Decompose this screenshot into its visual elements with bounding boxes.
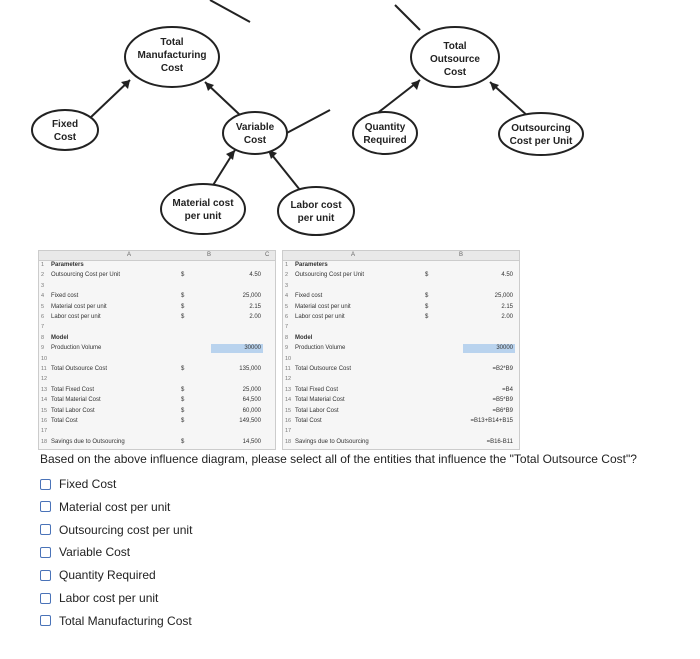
option-label: Fixed Cost — [59, 477, 117, 491]
row-label: Material cost per unit — [51, 303, 107, 310]
row-number: 6 — [41, 314, 45, 320]
option-labor-cost-per-unit[interactable] — [40, 590, 158, 606]
cell-value: 135,000 — [239, 366, 261, 372]
option-label: Total Manufacturing Cost — [59, 613, 192, 628]
label-total-outsource-2: Outsource — [429, 54, 481, 65]
row-number: 9 — [285, 345, 289, 352]
sheet-row — [283, 438, 519, 447]
currency-symbol: $ — [425, 303, 429, 310]
sheet-row — [39, 344, 275, 353]
col-header-b: B — [459, 252, 464, 258]
row-number: 17 — [41, 428, 48, 435]
sheet-row — [39, 417, 275, 426]
sheet-row — [39, 375, 275, 384]
option-material-cost-per-unit[interactable] — [40, 499, 170, 515]
label-outsourcing-1: Outsourcing — [511, 123, 571, 134]
row-number: 4 — [285, 293, 289, 300]
influence-diagram — [0, 0, 700, 250]
sheet-row — [283, 407, 519, 416]
row-number: 18 — [285, 438, 292, 445]
cell-value: =B6*B9 — [492, 407, 513, 414]
label-quantity-1: Quantity — [364, 122, 406, 133]
row-label: Total Fixed Cost — [51, 386, 95, 393]
row-number: 16 — [41, 418, 48, 424]
row-label: Model — [51, 334, 69, 341]
row-label: Parameters — [51, 262, 84, 268]
label-total-outsource-1: Total — [443, 41, 467, 52]
currency-symbol: $ — [181, 438, 185, 445]
currency-symbol: $ — [181, 314, 185, 320]
option-total-manufacturing-cost[interactable] — [40, 613, 192, 629]
sheet-row — [283, 365, 519, 374]
cell-value: =B5*B9 — [492, 397, 513, 404]
cell-value: 14,500 — [242, 438, 261, 445]
sheet-row — [283, 261, 519, 270]
cell-value: =B4 — [502, 386, 513, 393]
sheet-row — [39, 396, 275, 405]
label-labor-2: per unit — [297, 213, 335, 224]
row-number: 1 — [41, 262, 45, 268]
cell-value: 2.15 — [501, 303, 513, 310]
row-label: Outsourcing Cost per Unit — [295, 272, 365, 279]
sheet-row — [283, 355, 519, 364]
row-number: 15 — [285, 407, 292, 414]
label-variable-2: Cost — [243, 135, 267, 146]
row-number: 9 — [41, 345, 45, 352]
row-label: Total Labor Cost — [51, 407, 95, 414]
cell-value: 2.00 — [501, 314, 513, 320]
sheet-row — [283, 427, 519, 436]
row-label: Total Outsource Cost — [295, 366, 352, 372]
row-number: 14 — [41, 397, 48, 404]
col-header-a: A — [351, 252, 356, 258]
row-label: Production Volume — [295, 345, 346, 352]
cell-value: 64,500 — [242, 397, 261, 404]
row-number: 15 — [41, 407, 48, 414]
option-label: Outsourcing cost per unit — [59, 522, 193, 537]
label-labor-1: Labor cost — [290, 200, 342, 211]
row-number: 12 — [41, 376, 48, 383]
row-label: Savings due to Outsourcing — [51, 438, 125, 445]
row-number: 16 — [285, 418, 292, 424]
checkbox[interactable] — [40, 524, 51, 535]
row-number: 7 — [285, 324, 289, 331]
row-label: Model — [295, 334, 313, 341]
currency-symbol: $ — [181, 397, 185, 404]
option-label: Variable Cost — [59, 545, 131, 560]
col-header-c: C — [265, 252, 270, 258]
row-number: 10 — [285, 355, 292, 362]
row-label: Total Cost — [51, 418, 78, 424]
currency-symbol: $ — [425, 272, 429, 279]
row-number: 5 — [285, 303, 289, 310]
sheet-row — [283, 313, 519, 322]
cell-value: 4.50 — [249, 272, 261, 279]
cell-value: 2.15 — [249, 303, 261, 310]
row-label: Total Fixed Cost — [295, 386, 339, 393]
option-label: Material cost per unit — [59, 499, 171, 514]
cell-value: 30000 — [496, 345, 513, 352]
node-quantity-required — [353, 112, 417, 154]
cell-value: =B2*B9 — [492, 366, 513, 372]
row-label: Fixed cost — [295, 293, 323, 300]
option-label: Labor cost per unit — [59, 591, 159, 605]
row-number: 17 — [285, 428, 292, 435]
row-number: 5 — [41, 303, 45, 310]
sheet-row — [39, 261, 275, 270]
spreadsheet-formulas — [282, 250, 520, 450]
row-number: 4 — [41, 293, 45, 300]
row-number: 6 — [285, 314, 289, 320]
row-number: 2 — [285, 272, 289, 279]
cell-value: 25,000 — [242, 386, 261, 393]
checkbox[interactable] — [40, 547, 51, 558]
cell-value: 2.00 — [249, 314, 261, 320]
option-label: Quantity Required — [59, 568, 156, 583]
label-total-manufacturing-3: Cost — [160, 63, 184, 74]
label-quantity-2: Required — [363, 135, 407, 146]
cell-value: =B16-B11 — [486, 438, 513, 445]
currency-symbol: $ — [181, 366, 185, 372]
row-label: Savings due to Outsourcing — [295, 438, 369, 445]
checkbox[interactable] — [40, 615, 51, 626]
row-number: 7 — [41, 324, 45, 331]
row-label: Total Material Cost — [51, 397, 101, 404]
sheet-row — [39, 292, 275, 301]
currency-symbol: $ — [181, 303, 185, 310]
row-label: Total Material Cost — [295, 397, 345, 404]
row-number: 13 — [41, 386, 48, 393]
row-number: 10 — [41, 355, 48, 362]
node-material-cost-per-unit — [161, 184, 245, 234]
row-number: 2 — [41, 272, 45, 279]
row-number: 11 — [285, 366, 291, 372]
currency-symbol: $ — [425, 293, 429, 300]
cell-value: 25,000 — [242, 293, 261, 300]
row-number: 11 — [41, 366, 47, 372]
row-number: 8 — [41, 334, 45, 341]
row-number: 8 — [285, 334, 289, 341]
label-material-1: Material cost — [172, 198, 234, 209]
node-labor-cost-per-unit — [278, 187, 354, 235]
row-number: 1 — [285, 262, 289, 268]
checkbox[interactable] — [40, 501, 51, 512]
row-label: Material cost per unit — [295, 303, 351, 310]
checkbox[interactable] — [40, 570, 51, 581]
node-variable-cost — [223, 112, 287, 154]
col-header-a: A — [127, 252, 132, 258]
label-total-outsource-3: Cost — [443, 67, 467, 78]
label-variable-1: Variable — [235, 122, 275, 133]
row-number: 3 — [285, 282, 289, 289]
sheet-row — [283, 334, 519, 343]
row-label: Parameters — [295, 262, 328, 268]
option-quantity-required[interactable] — [40, 567, 156, 583]
column-header-row — [39, 251, 275, 261]
sheet-row — [39, 427, 275, 436]
label-total-manufacturing-2: Manufacturing — [137, 50, 207, 61]
option-variable-cost[interactable] — [40, 544, 130, 560]
row-label: Total Cost — [295, 418, 322, 424]
sheet-row — [283, 303, 519, 312]
sheet-row — [283, 292, 519, 301]
cell-value: =B13+B14+B15 — [470, 418, 513, 424]
sheet-row — [283, 386, 519, 395]
row-label: Labor cost per unit — [295, 314, 345, 320]
row-number: 18 — [41, 438, 48, 445]
sheet-row — [39, 323, 275, 332]
option-outsourcing-cost-per-unit[interactable] — [40, 522, 192, 538]
cell-value: 30000 — [244, 345, 261, 352]
sheet-row — [283, 344, 519, 353]
row-number: 3 — [41, 282, 45, 289]
cell-value: 25,000 — [494, 293, 513, 300]
question-text: Based on the above influence diagram, please select all of the entities that influence the "Total Outsource Cost"? — [40, 452, 637, 466]
sheet-row — [283, 282, 519, 291]
row-label: Production Volume — [51, 345, 102, 352]
row-number: 13 — [285, 386, 292, 393]
spreadsheet-values — [38, 250, 276, 450]
sheet-row — [283, 375, 519, 384]
column-header-row — [283, 251, 519, 261]
checkbox[interactable] — [40, 593, 51, 604]
row-label: Fixed cost — [51, 293, 79, 300]
node-fixed-cost — [32, 110, 98, 150]
label-fixed-1: Fixed — [51, 119, 79, 130]
currency-symbol: $ — [425, 314, 429, 320]
row-label: Outsourcing Cost per Unit — [51, 272, 121, 279]
sheet-row — [39, 438, 275, 447]
currency-symbol: $ — [181, 407, 185, 414]
node-outsourcing-cost-per-unit — [499, 113, 583, 155]
cell-value: 60,000 — [242, 407, 261, 414]
cell-value: 149,500 — [239, 418, 261, 424]
sheet-row — [39, 282, 275, 291]
checkbox[interactable] — [40, 479, 51, 490]
sheet-row — [39, 386, 275, 395]
row-label: Labor cost per unit — [51, 314, 101, 320]
row-label: Total Outsource Cost — [51, 366, 108, 372]
sheet-row — [39, 271, 275, 280]
cell-value: 4.50 — [501, 272, 513, 279]
currency-symbol: $ — [181, 272, 185, 279]
sheet-row — [283, 396, 519, 405]
col-header-b: B — [207, 252, 212, 258]
sheet-row — [283, 417, 519, 426]
label-outsourcing-2: Cost per Unit — [509, 136, 573, 147]
sheet-row — [39, 313, 275, 322]
sheet-row — [39, 355, 275, 364]
sheet-row — [39, 407, 275, 416]
label-fixed-2: Cost — [53, 132, 77, 143]
currency-symbol: $ — [181, 293, 185, 300]
row-number: 14 — [285, 397, 292, 404]
currency-symbol: $ — [181, 386, 185, 393]
label-total-manufacturing-1: Total — [160, 37, 184, 48]
option-fixed-cost[interactable] — [40, 476, 116, 492]
sheet-row — [283, 323, 519, 332]
sheet-row — [283, 271, 519, 280]
row-number: 12 — [285, 376, 292, 383]
label-material-2: per unit — [184, 211, 222, 222]
sheet-row — [39, 365, 275, 374]
currency-symbol: $ — [181, 418, 185, 424]
sheet-row — [39, 334, 275, 343]
row-label: Total Labor Cost — [295, 407, 339, 414]
sheet-row — [39, 303, 275, 312]
